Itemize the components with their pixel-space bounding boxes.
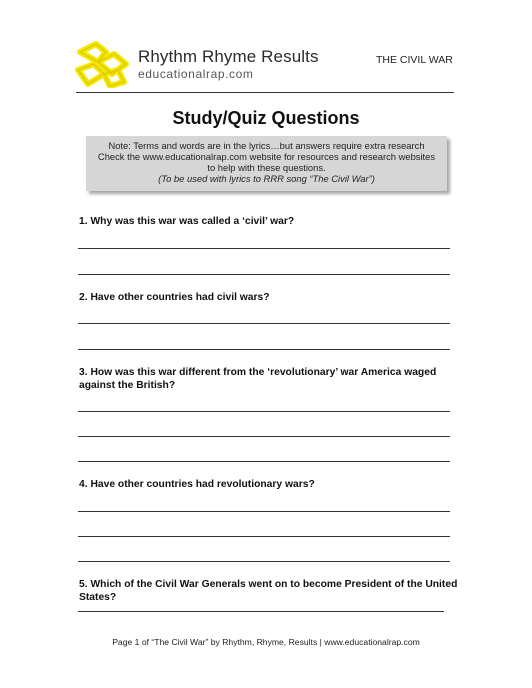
document-topic: THE CIVIL WAR: [376, 54, 453, 66]
answer-line[interactable]: [78, 511, 450, 512]
header-divider: [76, 92, 454, 93]
answer-line[interactable]: [78, 274, 450, 275]
brand-name: Rhythm Rhyme Results: [138, 47, 319, 66]
question-1: 1. Why was this war was called a ‘civil’ war?: [79, 216, 295, 227]
answer-line[interactable]: [78, 536, 450, 537]
rrr-logo-icon: [74, 40, 132, 88]
note-box: [86, 136, 447, 191]
answer-line[interactable]: [78, 436, 450, 437]
answer-line[interactable]: [78, 323, 450, 324]
answer-line[interactable]: [78, 461, 450, 462]
page-title: Study/Quiz Questions: [172, 108, 360, 128]
question-2: 2. Have other countries had civil wars?: [79, 292, 270, 303]
question-3: 3. How was this war different from the ‘revolutionary’ war America waged against the British?: [79, 367, 437, 391]
page-footer: Page 1 of “The Civil War” by Rhythm, Rhyme, Results | www.educationalrap.com: [112, 637, 420, 647]
note-line: Note: Terms and words are in the lyrics…but answers require extra research: [108, 140, 425, 151]
answer-line[interactable]: [78, 561, 450, 562]
note-line: to help with these questions.: [207, 162, 326, 173]
answer-line[interactable]: [78, 248, 450, 249]
note-line: Check the www.educationalrap.com website for resources and research websites: [97, 151, 436, 162]
answer-line[interactable]: [78, 349, 450, 350]
question-5: 5. Which of the Civil War Generals went on to become President of the United States?: [79, 579, 458, 603]
question-4: 4. Have other countries had revolutionary wars?: [79, 479, 315, 490]
brand-url: educationalrap.com: [138, 67, 254, 81]
answer-line[interactable]: [78, 411, 450, 412]
answer-line[interactable]: [78, 611, 444, 612]
note-usage-line: (To be used with lyrics to RRR song “The Civil War”): [158, 173, 375, 184]
